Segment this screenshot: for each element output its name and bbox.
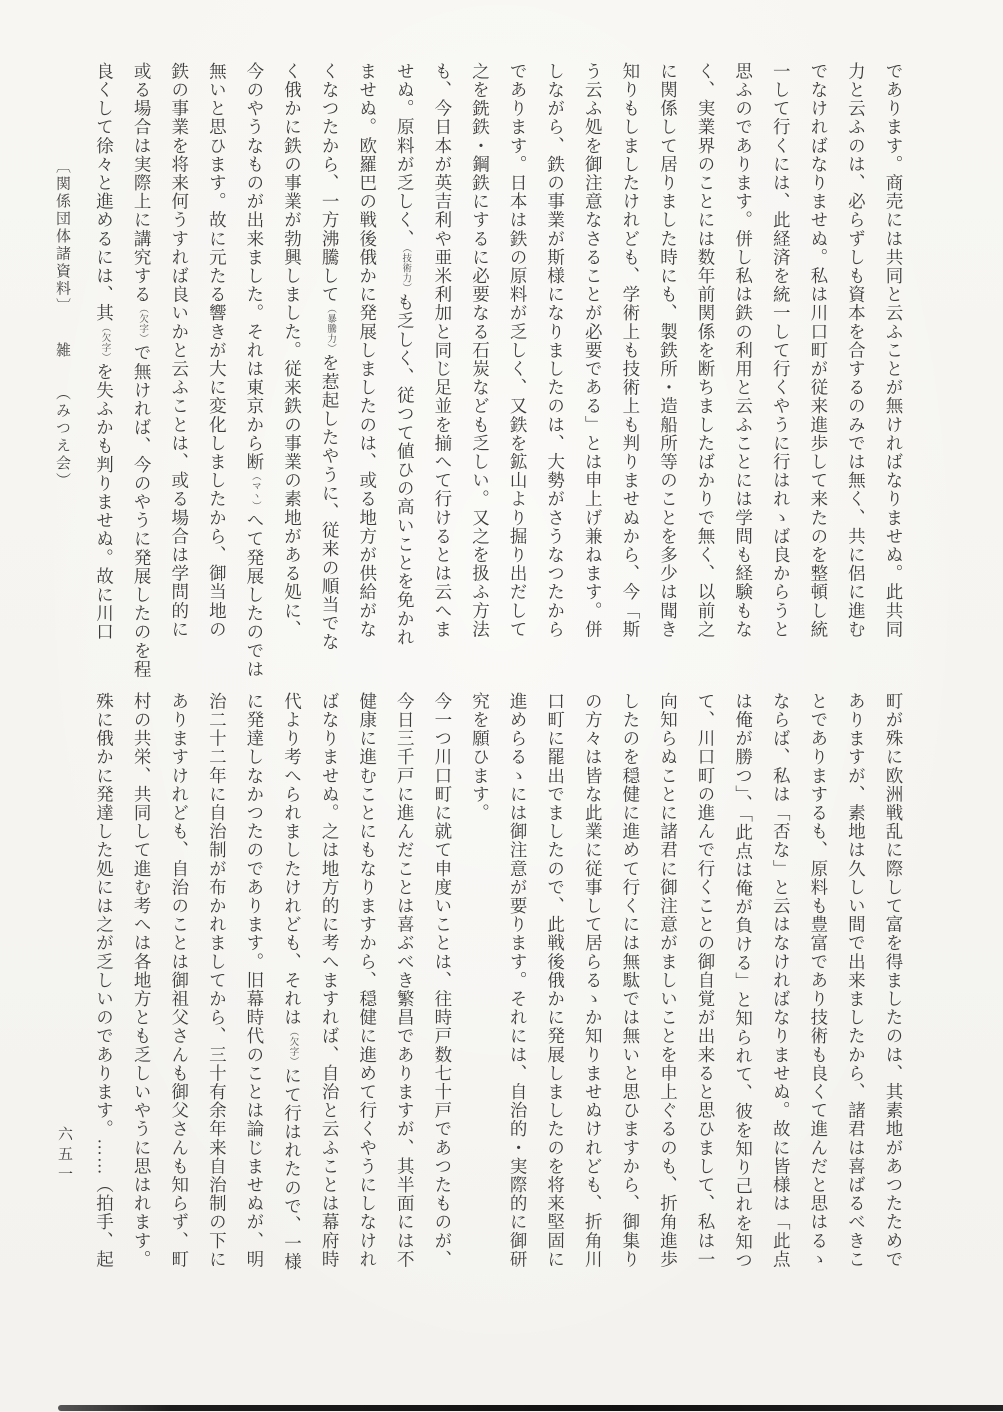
text-column <box>874 62 912 662</box>
column-text: 向知らぬことに諸君に御注意がましいことを申上ぐるのも、折角進歩 <box>658 692 679 1269</box>
text-column <box>686 62 724 662</box>
column-text: であります。日本は鉄の原料が乏しく、又鉄を鉱山より掘り出だして <box>508 62 529 639</box>
text-column <box>649 62 687 662</box>
column-text: く、実業界のことには数年前関係を断ちましたばかりで無く、以前之 <box>696 62 717 639</box>
text-column <box>235 62 273 679</box>
text-column <box>423 62 461 662</box>
column-text: 良くして徐々と進めるには、其 <box>94 62 115 323</box>
column-text: であります。商売には共同と云ふことが無ければなりませぬ。此共同 <box>884 62 904 639</box>
column-text: 今一つ川口町に就て申度いことは、往時戸数七十戸であつたものが、 <box>432 692 453 1269</box>
text-column <box>574 692 612 1292</box>
text-column <box>724 62 762 662</box>
text-column <box>85 62 123 662</box>
margin-label-group: （みつえ会） <box>54 385 70 490</box>
column-text: 鉄の事業を将来何うすれば良いかと云ふことは、或る場合は学問的に <box>169 62 190 639</box>
text-column <box>461 692 499 1292</box>
column-text: も乏しく、従つて値ひの高いことを免かれ <box>395 293 416 647</box>
text-column <box>386 62 424 662</box>
text-column <box>311 62 349 662</box>
text-column <box>686 692 724 1292</box>
text-column <box>160 692 198 1292</box>
column-text: ばなりませぬ。之は地方的に考へますれば、自治と云ふことは幕府時 <box>320 692 341 1269</box>
text-column <box>311 692 349 1292</box>
inline-annotation: （マヽ） <box>249 471 260 512</box>
column-text: 之を銑鉄・鋼鉄にするに必要なる石炭なども乏しい。又之を扱ふ方法 <box>470 62 491 639</box>
column-text: でなければなりませぬ。私は川口町が従来進歩して来たのを整頓し統 <box>808 62 829 639</box>
text-column <box>461 62 499 662</box>
text-column <box>386 692 424 1292</box>
inline-annotation: （欠字） <box>137 303 148 344</box>
column-text: 治二十二年に自治制が布かれましてから、三十有余年来自治制の下に <box>207 692 228 1269</box>
column-text: 知りもしましたけれども、学術上も技術上も判りませぬから、今「斯 <box>620 62 641 639</box>
text-column <box>724 692 762 1292</box>
column-text: 口町に罷出でましたので、此戦後俄かに発展しましたのを将来堅固に <box>545 692 566 1269</box>
text-column <box>273 692 311 1292</box>
text-column <box>123 62 161 679</box>
column-text: へて発展したのでは <box>244 511 265 679</box>
margin-label-source: 〔関係団体諸資料〕 <box>54 158 70 316</box>
column-text: しながら、鉄の事業が斯様になりましたのは、大勢がさうなつたから <box>545 62 566 639</box>
column-text: に関係して居りました時にも、製鉄所・造船所等のことを多少は聞き <box>658 62 679 639</box>
column-text: う云ふ処を御注意なさることが必要である」とは申上げ兼ねます。併 <box>583 62 604 639</box>
column-text: 村の共栄、共同して進む考へは各地方とも乏しいやうに思はれます。 <box>132 692 153 1269</box>
text-column <box>536 62 574 662</box>
column-text: も、今日本が英吉利や亜米利加と同じ足並を揃へて行けるとは云へま <box>432 62 453 639</box>
text-column <box>160 62 198 662</box>
column-text: くなつたから、一方沸騰して <box>320 62 341 304</box>
text-column <box>536 692 574 1292</box>
inline-annotation: （欠字） <box>99 322 110 363</box>
text-column <box>348 62 386 662</box>
column-text: ありますけれども、自治のことは御祖父さんも御父さんも知らず、町 <box>169 692 190 1269</box>
column-text: 進めらるゝには御注意が要ります。それには、自治的・実際的に御研 <box>508 692 529 1269</box>
inline-annotation: （欠字） <box>287 1026 298 1067</box>
inline-annotation: （技術力） <box>400 248 411 294</box>
column-text: ありますが、素地は久しい間で出来ましたから、諸君は喜ばるべきこ <box>846 692 867 1269</box>
text-column <box>498 692 536 1292</box>
column-text: 究を願ひます。 <box>470 692 491 823</box>
column-text: 殊に俄かに発達した処には之が乏しいのであります。……（拍手、起 <box>94 692 115 1269</box>
margin-label-category: 雑 <box>54 341 70 359</box>
text-column <box>611 692 649 1292</box>
bottom-text-block <box>85 692 912 1292</box>
column-text: を惹起したやうに、従来の順当でな <box>320 353 341 652</box>
column-text: 代より考へられましたけれども、それは <box>282 692 303 1027</box>
text-column <box>837 62 875 662</box>
column-text: は俺が勝つ」、「此点は俺が負ける」と知られて、彼を知り己れを知つ <box>733 692 754 1270</box>
column-text: ならば、私は「否な」と云はなければなりませぬ。故に皆様は「此点 <box>771 692 792 1269</box>
column-text: て、川口町の進んで行くことの御自覚が出来ると思ひまして、私は一 <box>696 692 717 1269</box>
text-column <box>273 62 311 662</box>
column-text: で無ければ、今のやうに発展したのを程 <box>132 343 153 679</box>
text-column <box>348 692 386 1292</box>
text-column <box>837 692 875 1292</box>
column-text: にて行はれたので、一様 <box>282 1066 303 1272</box>
column-text: とでありまするも、原料も豊富であり技術も良くて進んだと思はるゝ <box>808 692 829 1269</box>
column-text: 健康に進むことにもなりますから、穏健に進めて行くやうにしなけれ <box>357 692 378 1269</box>
column-text: 町が殊に欧洲戦乱に際して富を得ましたのは、其素地があつたためで <box>884 692 904 1269</box>
text-column <box>611 62 649 662</box>
column-text: に発達しなかつたのであります。旧幕時代のことは論じませぬが、明 <box>244 692 265 1269</box>
column-text: 今のやうなものが出来ました。それは東京から断 <box>244 62 265 472</box>
text-column <box>85 692 123 1292</box>
column-text: 思ふのであります。併し私は鉄の利用と云ふことには学問も経験もな <box>733 62 754 639</box>
column-text: を失ふかも判りませぬ。故に川口 <box>94 362 115 642</box>
column-text: 力と云ふのは、必らずしも資本を合するのみでは無く、共に侶に進む <box>846 62 867 639</box>
text-column <box>762 692 800 1292</box>
text-column <box>649 692 687 1292</box>
column-text: 或る場合は実際上に講究する <box>132 62 153 304</box>
text-column <box>198 692 236 1292</box>
column-text: したのを穏健に進めて行くには無駄では無いと思ひますから、御集り <box>620 692 641 1269</box>
text-column <box>198 62 236 662</box>
scan-edge-artifact <box>58 1405 1003 1411</box>
column-text: 無いと思ひます。故に元たる響きが大に変化しましたから、御当地の <box>207 62 228 639</box>
page-number: 六五一 <box>56 1126 72 1186</box>
text-column <box>799 692 837 1292</box>
text-column <box>423 692 461 1292</box>
text-column <box>123 692 161 1292</box>
column-text: 一して行くには、此経済を統一して行くやうに行はれゝば良からうと <box>771 62 792 639</box>
column-text: ませぬ。欧羅巴の戦後俄かに発展しましたのは、或る地方が供給がな <box>357 62 378 639</box>
text-column <box>235 692 273 1292</box>
text-column <box>574 62 612 662</box>
margin-label <box>50 158 74 718</box>
column-text: 今日三千戸に進んだことは喜ぶべき繁昌でありますが、其半面には不 <box>395 692 416 1269</box>
text-column <box>874 692 912 1292</box>
text-column <box>799 62 837 662</box>
column-text: の方々は皆な此業に従事して居らるゝか知りませぬけれども、折角川 <box>583 692 604 1269</box>
text-column <box>498 62 536 662</box>
inline-annotation: （暴騰力） <box>325 303 336 354</box>
column-text: せぬ。原料が乏しく、 <box>395 62 416 248</box>
text-column <box>762 62 800 662</box>
top-text-block <box>85 62 912 679</box>
column-text: く俄かに鉄の事業が勃興しました。従来鉄の事業の素地がある処に、 <box>282 62 303 639</box>
